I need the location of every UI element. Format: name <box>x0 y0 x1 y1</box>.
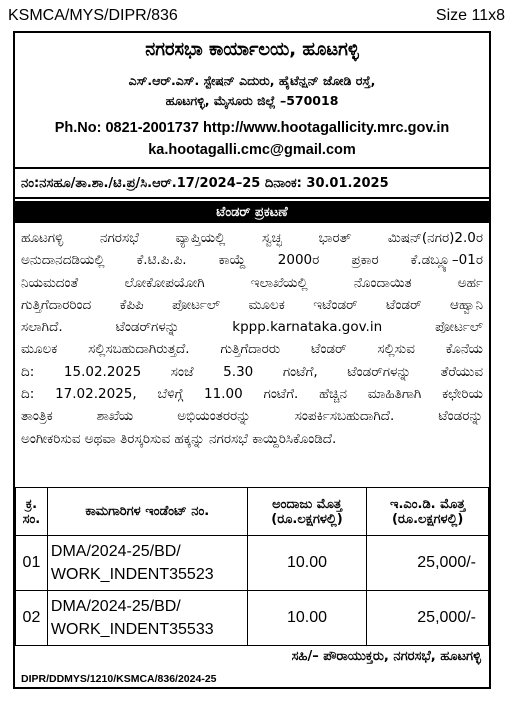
body-line: ದಿ: 15.02.2025 ಸಂಜೆ 5.30 ಗಂಟೆಗೆ, ಟೆಂಡರ್‌ಗಳನ್ನು ತೆರೆಯುವ <box>21 363 483 380</box>
body-line: ಅನುದಾನದಡಿಯಲ್ಲಿ ಕೆ.ಟಿ.ಪಿ.ಪಿ. ಕಾಯ್ದೆ 2000ರ ಪ್ರಕಾರ ಕೆ.ಡಬ್ಲ್ಯೂ–01ರ <box>21 252 483 269</box>
phone-website: Ph.No: 0821-2001737 http://www.hootagallicity.mrc.gov.in <box>54 120 450 136</box>
office-name: ನಗರಸಭಾ ಕಾರ್ಯಾಲಯ, ಹೂಟಗಳ್ಳಿ <box>145 39 359 60</box>
header-serial: ಕ್ರ. ಸಂ. <box>16 488 48 536</box>
signature-line: ಸಹಿ/– ಪೌರಾಯುಕ್ತರು, ನಗರಸಭೆ, ಹೂಟಗಳ್ಳಿ <box>291 649 481 664</box>
tender-notice-banner: ಟೆಂಡರ್ ಪ್ರಕಟಣೆ <box>15 201 489 223</box>
divider <box>15 167 489 169</box>
notice-frame <box>13 31 491 689</box>
table-header-row <box>16 488 489 536</box>
body-line: ಗುತ್ತಿಗೆದಾರರಿಂದ ಕೆಪಿಪಿ ಪೋರ್ಟಲ್ ಮೂಲಕ ಇಟೆಂಡರ್ ಟೆಂಡರ್ ಆಹ್ವಾನಿ <box>21 296 483 313</box>
row-serial: 01 <box>16 536 48 591</box>
ad-code: KSMCA/MYS/DIPR/836 <box>8 7 178 24</box>
divider <box>15 197 489 199</box>
header-emd: ಇ.ಎಂ.ಡಿ. ಮೊತ್ತ (ರೂ.ಲಕ್ಷಗಳಲ್ಲಿ) <box>367 488 489 536</box>
table-row <box>16 591 489 646</box>
address-line-2: ಹೂಟಗಳ್ಳಿ, ಮೈಸೂರು ಜಿಲ್ಲೆ –570018 <box>165 93 339 108</box>
body-line: ಸಲಾಗಿದೆ. ಟೆಂಡರ್‌ಗಳನ್ನು kppp.karnataka.gov.in ಪೋರ್ಟಲ್ <box>21 319 483 336</box>
row-serial: 02 <box>16 591 48 646</box>
works-table <box>15 487 489 646</box>
row-amount: 10.00 <box>247 591 367 646</box>
notice-body <box>21 227 483 450</box>
header-amount: ಅಂದಾಜು ಮೊತ್ತ (ರೂ.ಲಕ್ಷಗಳಲ್ಲಿ) <box>247 488 367 536</box>
reference-number: ನಂ:ನಸಹೂ/ತಾ.ಶಾ./ಟಿ.ಪ್ರ/ಸಿ.ಆರ್.17/2024–25 ದಿನಾಂಕ: 30.01.2025 <box>21 175 389 191</box>
address-line-1: ಎಸ್.ಆರ್.ಎಸ್. ಸ್ಟೇಷನ್ ಎದುರು, ಹೈಟೆನ್ಷನ್ ಜೋಡಿ ರಸ್ತೆ, <box>128 73 376 88</box>
row-emd: 25,000/- <box>367 536 489 591</box>
body-line: ದಿ: 17.02.2025, ಬೆಳಿಗ್ಗೆ 11.00 ಗಂಟೆಗೆ. ಹೆಚ್ಚಿನ ಮಾಹಿತಿಗಾಗಿ ಕಛೇರಿಯ <box>21 386 483 403</box>
top-bar <box>8 6 505 26</box>
ad-size: Size 11x8 <box>435 7 505 24</box>
body-line: ಅಂಗೀಕರಿಸುವ ಅಥವಾ ತಿರಸ್ಕರಿಸುವ ಹಕ್ಕನ್ನು ನಗರಸಭೆ ಕಾಯ್ದಿರಿಸಿಕೊಂಡಿದೆ. <box>21 430 337 447</box>
row-amount: 10.00 <box>247 536 367 591</box>
email-address: ka.hootagalli.cmc@gmail.com <box>148 142 356 158</box>
table-row <box>16 536 489 591</box>
body-line: ಮೂಲಕ ಸಲ್ಲಿಸಬಹುದಾಗಿರುತ್ತದೆ. ಗುತ್ತಿಗೆದಾರರು ಟೆಂಡರ್ ಸಲ್ಲಿಸುವ ಕೊನೆಯ <box>21 341 483 358</box>
footer-code: DIPR/DDMYS/1210/KSMCA/836/2024-25 <box>21 673 217 685</box>
header-work: ಕಾಮಗಾರಿಗಳ ಇಂಡೆಂಟ್ ನಂ. <box>47 488 247 536</box>
body-line: ಹೂಟಗಳ್ಳಿ ನಗರಸಭೆ ವ್ಯಾಪ್ತಿಯಲ್ಲಿ ಸ್ವಚ್ಛ ಭಾರತ್ ಮಿಷನ್(ನಗರ)2.0ರ <box>21 230 483 246</box>
row-indent: DMA/2024-25/BD/ WORK_INDENT35523 <box>47 536 247 591</box>
row-indent: DMA/2024-25/BD/ WORK_INDENT35533 <box>47 591 247 646</box>
body-line: ತಾಂತ್ರಿಕ ಶಾಖೆಯ ಅಭಿಯಂತರರನ್ನು ಸಂಪರ್ಕಿಸಬಹುದಾಗಿದೆ. ಟೆಂಡರನ್ನು <box>21 408 483 425</box>
row-emd: 25,000/- <box>367 591 489 646</box>
body-line: ನಿಯಮದಂತೆ ಲೋಕೋಪಯೋಗಿ ಇಲಾಖೆಯಲ್ಲಿ ನೊಂದಾಯಿತ ಅರ್ಹ <box>21 274 483 291</box>
